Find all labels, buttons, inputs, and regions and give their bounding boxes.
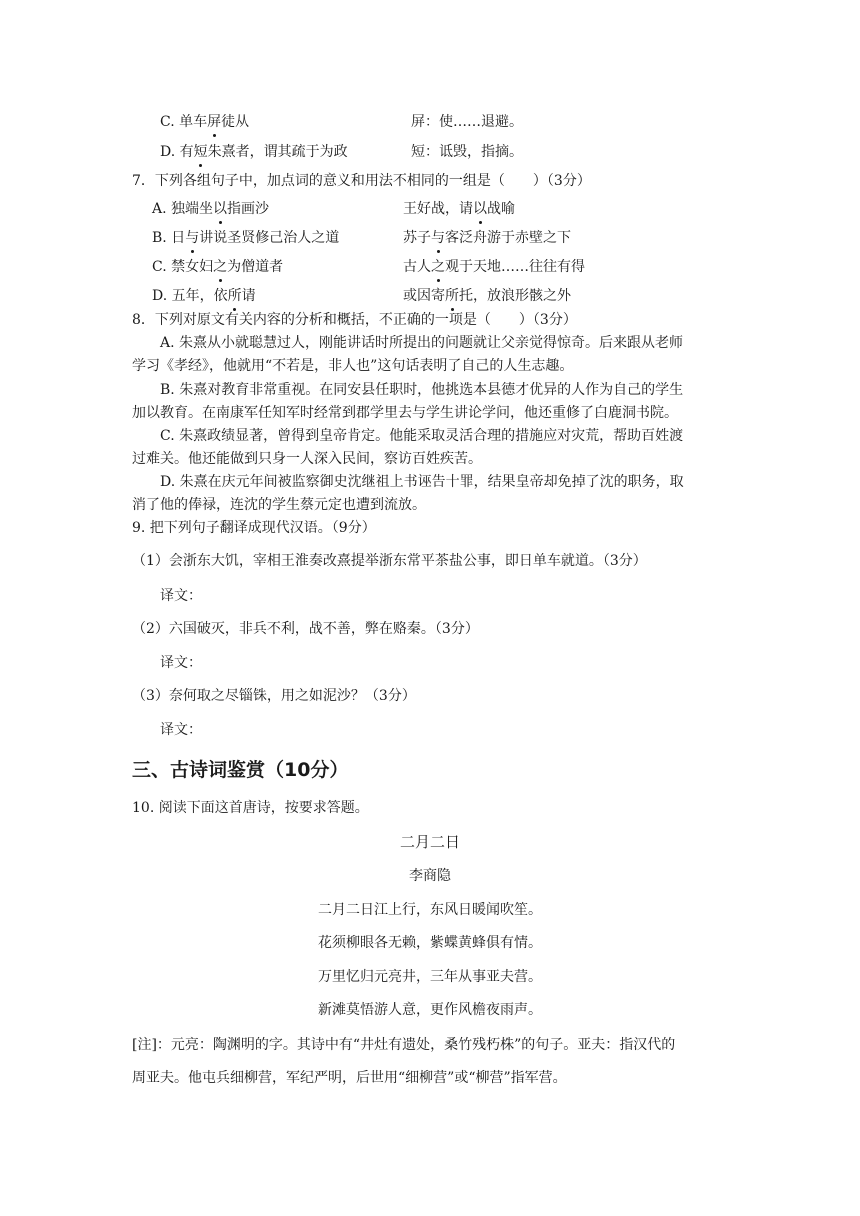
q9-answer-label-1: 译文： bbox=[160, 588, 202, 604]
emphasis-dot-char: 之 bbox=[431, 259, 445, 275]
q9-stem: 9. 把下列句子翻译成现代汉语。（9分） bbox=[132, 520, 376, 536]
emphasis-dot-char: 屏 bbox=[207, 114, 222, 130]
q7-option-a-right: 王好战，请以战喻 bbox=[403, 201, 515, 217]
q7-option-c-left: C. 禁女妇之为僧道者 bbox=[152, 259, 284, 275]
q7-option-d-left: D. 五年，依所请 bbox=[152, 288, 256, 304]
q8-option-d-line1: D. 朱熹在庆元年间被监察御史沈继祖上书诬告十罪，结果皇帝却免掉了沈的职务，取 bbox=[160, 474, 684, 490]
emphasis-dot-char: 以 bbox=[213, 201, 228, 217]
q7-option-d-right: 或因寄所托，放浪形骸之外 bbox=[403, 288, 571, 304]
poem-line: 二月二日江上行，东风日暖闻吹笙。 bbox=[318, 902, 542, 918]
emphasis-dot-char: 短 bbox=[193, 144, 208, 160]
q8-option-c-line2: 过难关。他还能做到只身一人深入民间，察访百姓疾苦。 bbox=[132, 451, 482, 467]
poem-line: 万里忆归元亮井，三年从事亚夫营。 bbox=[318, 969, 542, 985]
q8-option-c-line1: C. 朱熹政绩显著，曾得到皇帝肯定。他能采取灵活合理的措施应对灾荒，帮助百姓渡 bbox=[160, 428, 684, 444]
section-heading: 三、古诗词鉴赏（10分） bbox=[132, 759, 349, 781]
emphasis-dot-char: 与 bbox=[185, 230, 200, 246]
q6-option-c-gloss: 屏：使……退避。 bbox=[411, 114, 523, 130]
q7-option-a-left: A. 独端坐以指画沙 bbox=[152, 201, 270, 217]
q7-option-b-left: B. 日与讲说圣贤修己治人之道 bbox=[152, 230, 340, 246]
q8-option-a-line2: 学习《孝经》，他就用“不若是，非人也”这句话表明了自己的人生志趣。 bbox=[132, 358, 574, 374]
q9-sentence-1: （1）会浙东大饥，宰相王淮奏改熹提举浙东常平茶盐公事，即日单车就道。（3分） bbox=[132, 553, 647, 569]
poem-note-line2: 周亚夫。他屯兵细柳营，军纪严明，后世用“细柳营”或“柳营”指军营。 bbox=[132, 1070, 567, 1086]
q10-stem: 10. 阅读下面这首唐诗，按要求答题。 bbox=[132, 800, 369, 816]
q8-stem: 8．下列对原文有关内容的分析和概括，不正确的一项是（ ）（3分） bbox=[132, 312, 577, 328]
q6-option-d: D. 有短朱熹者，谓其疏于为政 bbox=[160, 144, 348, 160]
poem-line: 花须柳眼各无赖，紫蝶黄蜂俱有情。 bbox=[318, 935, 542, 951]
emphasis-dot-char: 所 bbox=[227, 288, 242, 304]
emphasis-dot-char: 之 bbox=[213, 259, 228, 275]
q7-option-b-right: 苏子与客泛舟游于赤壁之下 bbox=[403, 230, 571, 246]
q6-option-d-gloss: 短：诋毁，指摘。 bbox=[411, 144, 523, 160]
q8-option-b-line1: B. 朱熹对教育非常重视。在同安县任职时，他挑选本县德才优异的人作为自己的学生 bbox=[160, 382, 684, 398]
q8-option-b-line2: 加以教育。在南康军任知军时经常到郡学里去与学生讲论学问，他还重修了白鹿洞书院。 bbox=[132, 405, 678, 421]
q7-option-c-right: 古人之观于天地……往往有得 bbox=[403, 259, 585, 275]
emphasis-dot-char: 所 bbox=[445, 288, 459, 304]
emphasis-dot-char: 与 bbox=[431, 230, 445, 246]
emphasis-dot-char: 以 bbox=[473, 201, 487, 217]
poem-author: 李商隐 bbox=[409, 868, 451, 884]
q7-stem: 7．下列各组句子中，加点词的意义和用法不相同的一组是（ ）（3分） bbox=[132, 173, 591, 189]
q9-sentence-2: （2）六国破灭，非兵不利，战不善，弊在赂秦。（3分） bbox=[132, 621, 479, 637]
q9-answer-label-3: 译文： bbox=[160, 722, 202, 738]
q9-sentence-3: （3）奈何取之尽锱铢，用之如泥沙？（3分） bbox=[132, 688, 416, 704]
poem-title: 二月二日 bbox=[399, 833, 460, 851]
q8-option-d-line2: 消了他的俸禄，连沈的学生蔡元定也遭到流放。 bbox=[132, 497, 426, 513]
q6-option-c: C. 单车屏徒从 bbox=[160, 114, 250, 130]
q8-option-a-line1: A. 朱熹从小就聪慧过人，刚能讲话时所提出的问题就让父亲觉得惊奇。后来跟从老师 bbox=[160, 335, 684, 351]
q9-answer-label-2: 译文： bbox=[160, 655, 202, 671]
poem-note-line1: [注]：元亮：陶渊明的字。其诗中有“井灶有遗处，桑竹残朽株”的句子。亚夫：指汉代的 bbox=[132, 1037, 676, 1053]
poem-line: 新滩莫悟游人意，更作风檐夜雨声。 bbox=[318, 1002, 542, 1018]
